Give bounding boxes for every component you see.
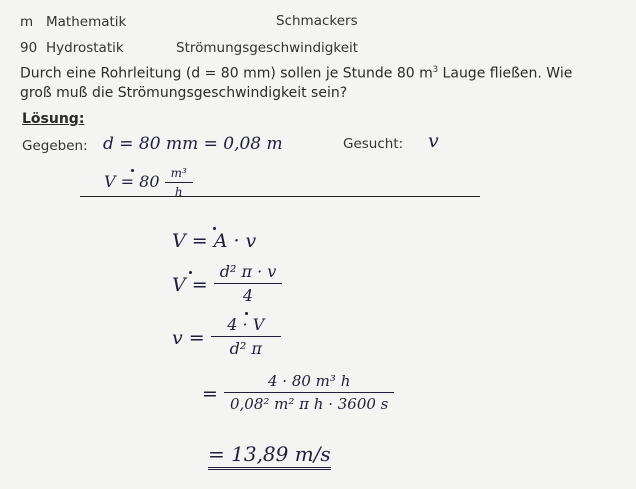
formula-velocity: v = $\frac{4 \cdot V}{\text{d² π}}$ bbox=[172, 315, 281, 358]
formula-3-fraction: $\frac{4 \cdot V}{\text{d² π}}$ bbox=[211, 315, 281, 358]
formula-2-fraction: $\frac{\text{d² π · v}}{4}$ bbox=[214, 262, 283, 305]
problem-line-2: groß muß die Strömungsgeschwindigkeit sein? bbox=[20, 85, 348, 101]
author-name: Schmackers bbox=[276, 13, 358, 29]
given-diameter: d = 80 mm = 0,08 m bbox=[103, 134, 283, 154]
chapter-title: Hydrostatik bbox=[46, 40, 124, 56]
result-velocity: = 13,89 m/s bbox=[208, 442, 331, 470]
problem-line-1: Durch eine Rohrleitung (d = 80 mm) sollen je Stunde 80 $m^3$ Lauge fließen. Wie bbox=[20, 64, 573, 82]
exercise-number: 90 bbox=[20, 40, 38, 56]
topic-title: Strömungsgeschwindigkeit bbox=[176, 40, 359, 56]
subject-letter: m bbox=[20, 14, 34, 30]
given-v-unit: $\frac{\text{m³}}{h}$ bbox=[165, 166, 193, 199]
sought-value: v bbox=[428, 130, 439, 152]
formula-substitution: = $\frac{\text{4 · 80 m³ h}}{\text{0,08² m² π h · 3600 s}}$ bbox=[202, 372, 394, 413]
formula-4-fraction: $\frac{\text{4 · 80 m³ h}}{\text{0,08² m² π h · 3600 s}}$ bbox=[224, 372, 394, 413]
formula-flow-expanded: V = $\frac{\text{d² π · v}}{4}$ bbox=[172, 262, 282, 305]
separator-line bbox=[80, 196, 480, 197]
formula-flow-equation: V = A · v bbox=[172, 230, 257, 252]
given-v-prefix: V = 80 bbox=[104, 172, 160, 191]
solution-heading: Lösung: bbox=[22, 111, 85, 127]
given-volume-flow bbox=[104, 166, 193, 199]
sought-label: Gesucht: bbox=[343, 136, 404, 152]
subject-title: Mathematik bbox=[46, 14, 127, 30]
given-label: Gegeben: bbox=[22, 138, 88, 154]
